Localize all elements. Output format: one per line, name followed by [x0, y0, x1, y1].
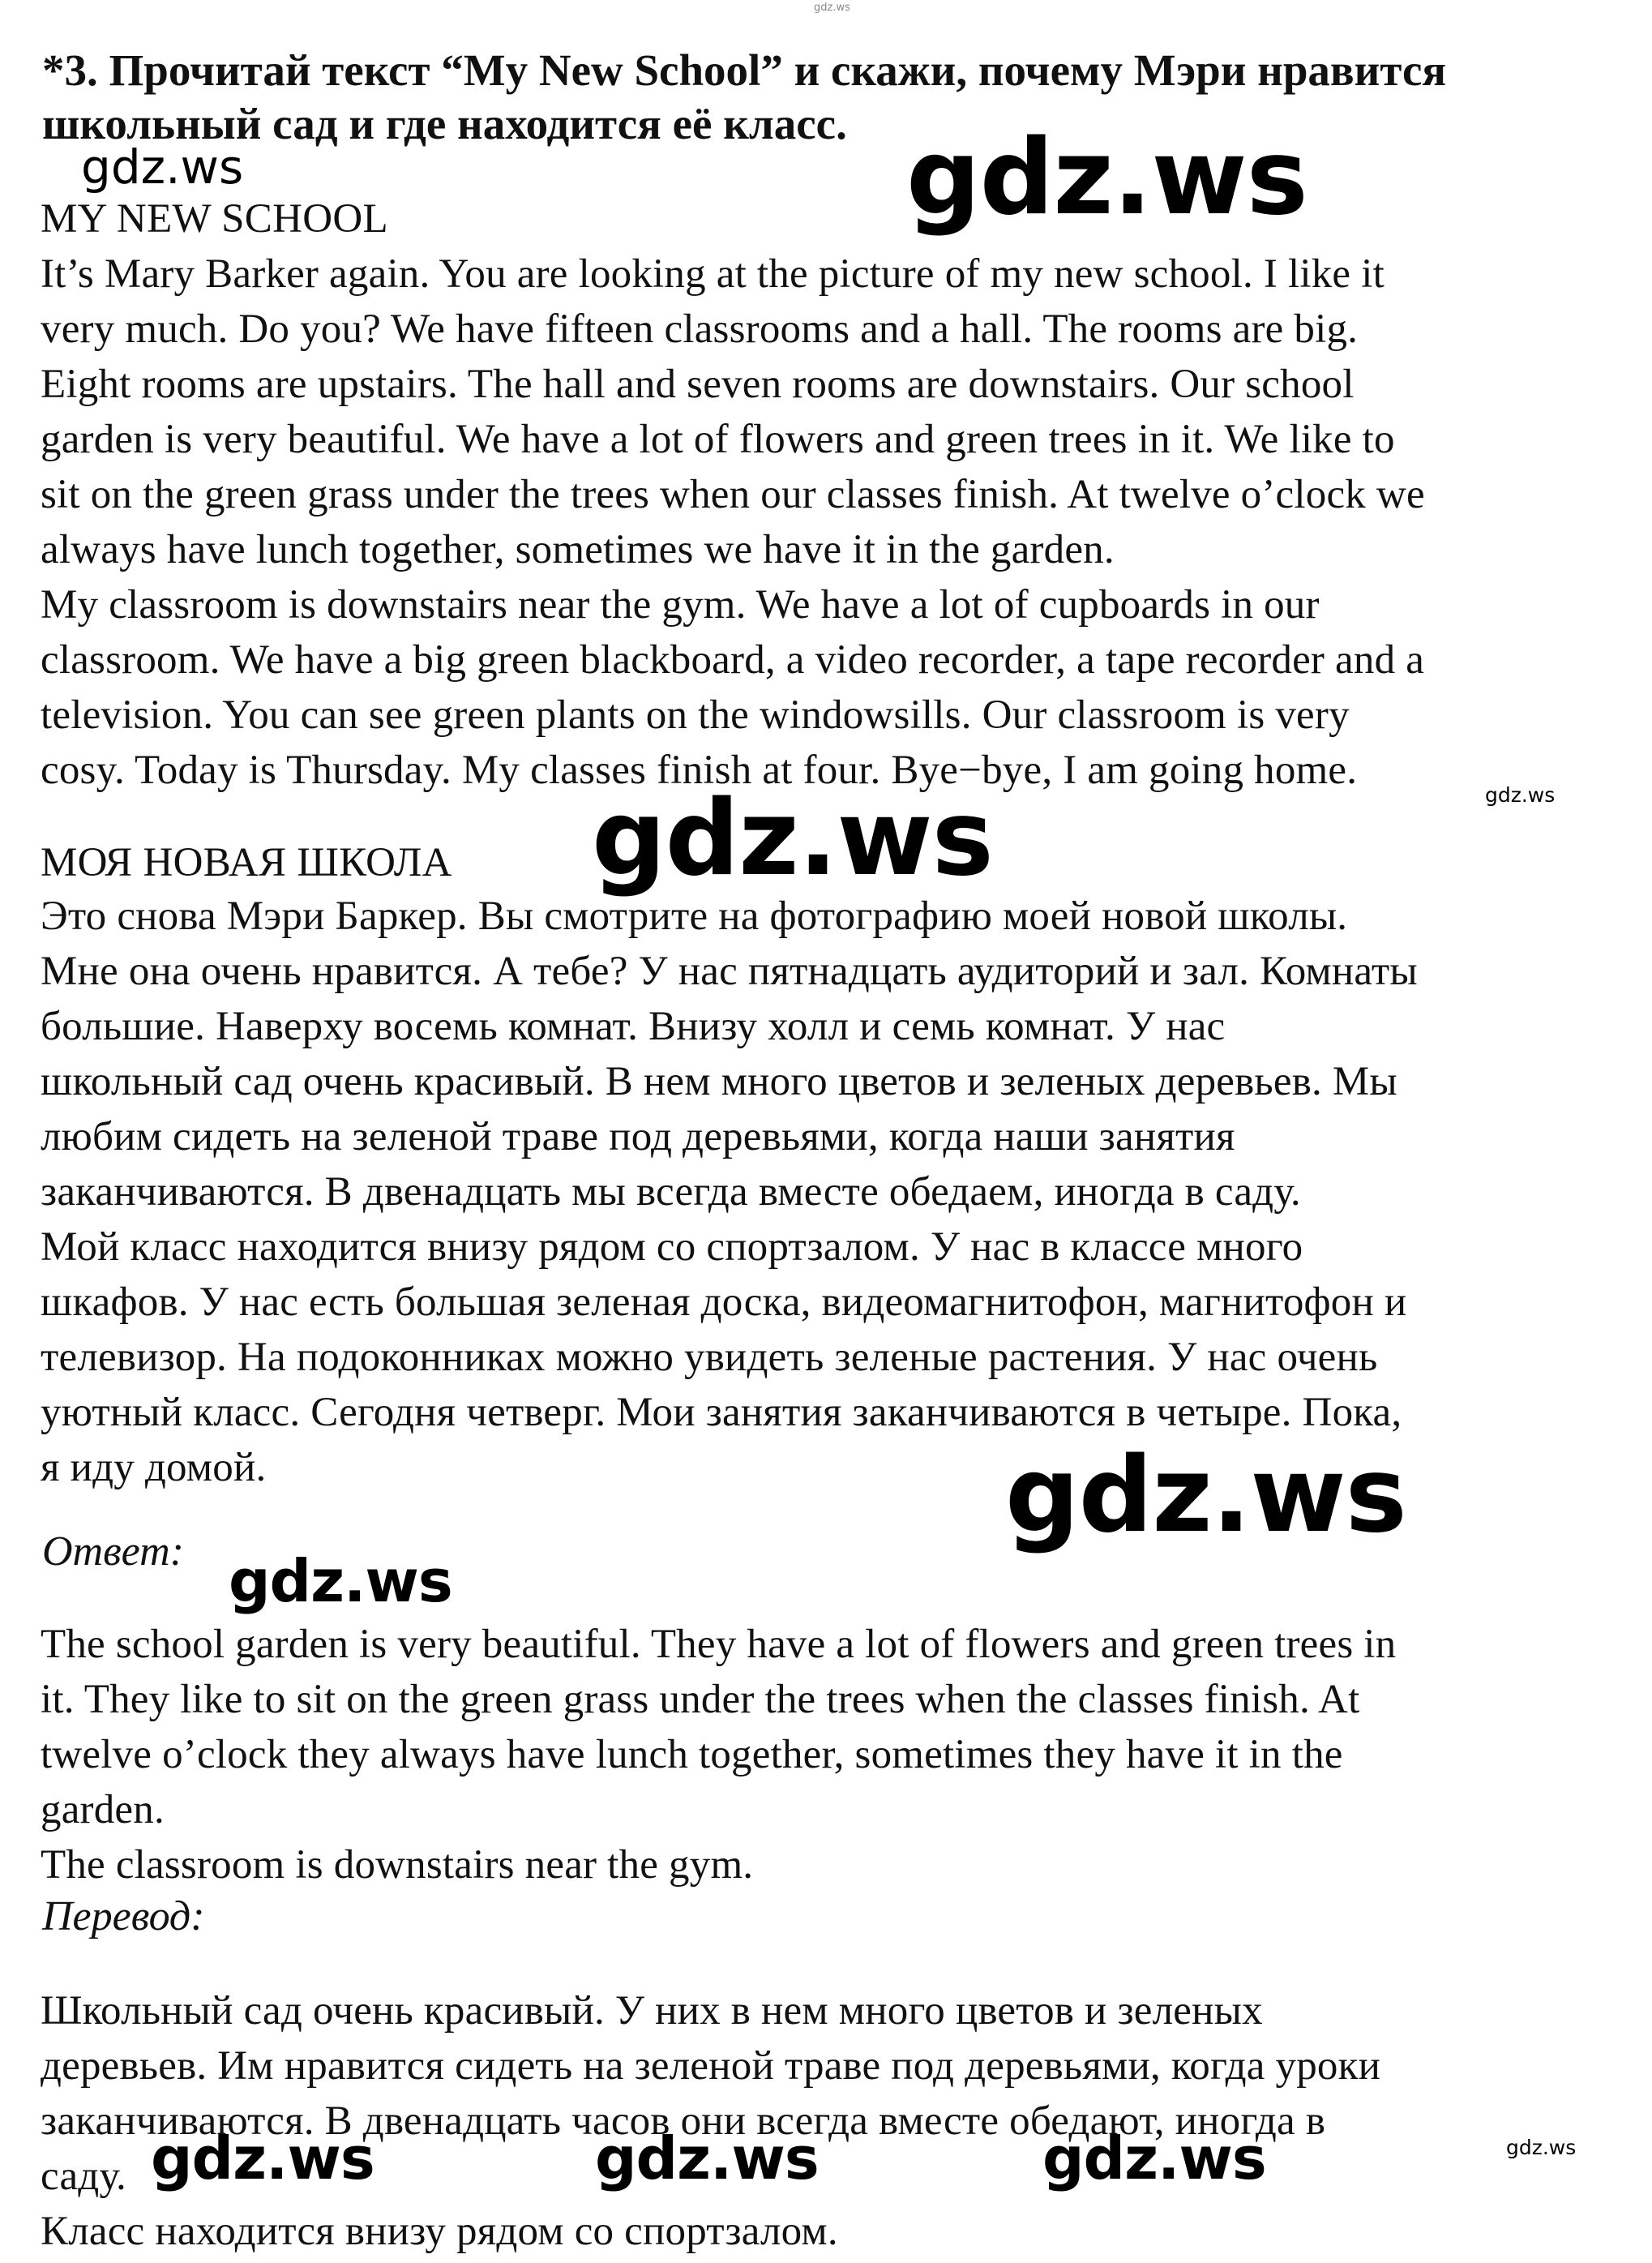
watermark-large-3: gdz.ws [1005, 1435, 1406, 1556]
watermark-medium-3: gdz.ws [595, 2124, 819, 2192]
translation-text: Школьный сад очень красивый. У них в нем много цветов и зеленых деревьев. Им нравится сидеть на зеленой траве под деревьями, когда уроки заканчиваются. В двенадцать часов они всегда вместе обедают, иногда в саду. Класс находится внизу рядом со спортзалом. [41, 1988, 1381, 2254]
answer-label: Ответ: [42, 1528, 184, 1575]
translation-label: Перевод: [42, 1893, 205, 1939]
watermark-xs-2: gdz.ws [1506, 2136, 1577, 2159]
task-heading: *3. Прочитай текст “My New School” и скажи, почему Мэри нравится школьный сад и где находится её класс. [42, 45, 1447, 148]
watermark-medium-2: gdz.ws [151, 2124, 374, 2192]
watermark-large-2: gdz.ws [592, 778, 993, 899]
watermark-medium-1: gdz.ws [229, 1547, 452, 1615]
russian-text: Это снова Мэри Баркер. Вы смотрите на фотографию моей новой школы. Мне она очень нравится. А тебе? У нас пятнадцать аудиторий и зал. Комнаты большие. Наверху восемь комнат. Внизу холл и семь комнат. У нас школьный сад очень красивый. В нем много цветов и зеленых деревьев. Мы любим сидеть на зеленой траве под деревьями, когда наши занятия заканчиваются. В двенадцать мы всегда вместе обедаем, иногда в саду. Мой класс находится внизу рядом со спортзалом. У нас в классе много шкафов. У нас есть большая зеленая доска, видеомагнитофон, магнитофон и телевизор. На подоконниках можно увидеть зеленые растения. У нас очень уютный класс. Сегодня четверг. Мои занятия заканчиваются в четыре. Пока, я иду домой. [41, 894, 1418, 1490]
answer-text: The school garden is very beautiful. They have a lot of flowers and green trees in it. They like to sit on the green grass under the trees when the classes finish. At twelve o’clock they always have lunch together, sometimes they have it in the garden. The classroom is downstairs near the gym. [41, 1622, 1397, 1888]
watermark-top-tiny: gdz.ws [814, 2, 850, 14]
watermark-small-1: gdz.ws [81, 139, 244, 195]
russian-title: МОЯ НОВАЯ ШКОЛА [41, 840, 452, 885]
english-text: It’s Mary Barker again. You are looking at the picture of my new school. I like it very much. Do you? We have fifteen classrooms and a hall. The rooms are big. Eight rooms are upstairs. The hall and seven rooms are downstairs. Our school garden is very beautiful. We have a lot of flowers and green trees in it. We like to sit on the green grass under the trees when our classes finish. At twelve o’clock we always have lunch together, sometimes we have it in the garden. My classroom is downstairs near the gym. We have a lot of cupboards in our classroom. We have a big green blackboard, a video recorder, a tape recorder and a television. You can see green plants on the windowsills. Our classroom is very cosy. Today is Thursday. My classes finish at four. Bye−bye, I am going home. [41, 251, 1425, 793]
watermark-large-1: gdz.ws [906, 118, 1307, 238]
english-title: MY NEW SCHOOL [41, 196, 388, 242]
watermark-medium-4: gdz.ws [1042, 2124, 1266, 2192]
watermark-xs-1: gdz.ws [1485, 783, 1556, 807]
